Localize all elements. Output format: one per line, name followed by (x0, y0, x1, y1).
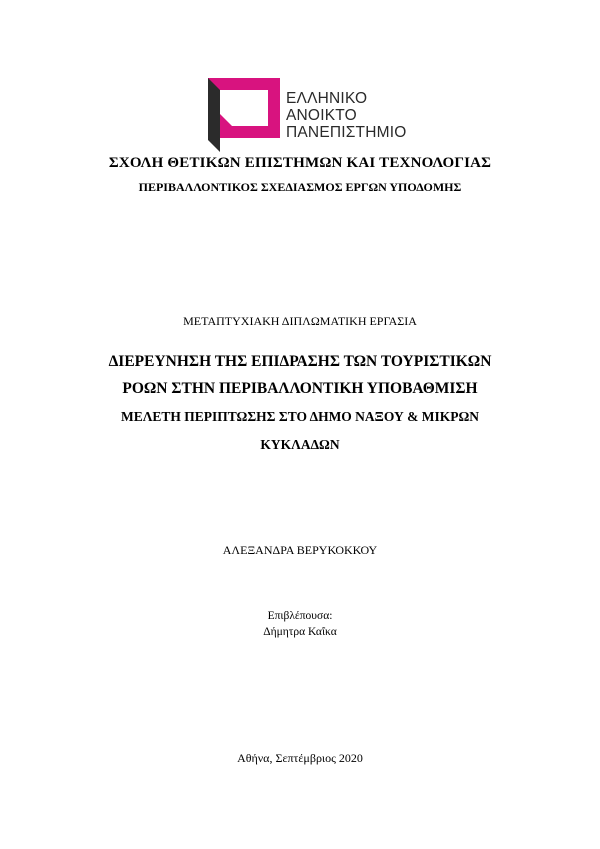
title-line-1: ΔΙΕΡΕΥΝΗΣΗ ΤΗΣ ΕΠΙΔΡΑΣΗΣ ΤΩΝ ΤΟΥΡΙΣΤΙΚΩΝ (108, 353, 492, 370)
title-line-2: ΡΟΩΝ ΣΤΗΝ ΠΕΡΙΒΑΛΛΟΝΤΙΚΗ ΥΠΟΒΑΘΜΙΣΗ (122, 380, 478, 397)
school-name: ΣΧΟΛΗ ΘΕΤΙΚΩΝ ΕΠΙΣΤΗΜΩΝ ΚΑΙ ΤΕΧΝΟΛΟΓΙΑΣ (108, 155, 492, 171)
logo-line-3: ΠΑΝΕΠΙΣΤΗΜΙΟ (286, 124, 407, 141)
university-logo (206, 78, 416, 152)
subtitle-line-1: ΜΕΛΕΤΗ ΠΕΡΙΠΤΩΣΗΣ ΣΤΟ ΔΗΜΟ ΝΑΞΟΥ & ΜΙΚΡΩΝ (120, 409, 480, 424)
supervisor-name: Δήμητρα Καΐκα (263, 626, 337, 638)
logo-line-2: ΑΝΟΙΚΤΟ (286, 107, 357, 124)
supervisor-label: Επιβλέπουσα: (267, 610, 333, 622)
logo-mark-icon (206, 78, 282, 152)
place-date: Αθήνα, Σεπτέμβριος 2020 (237, 751, 363, 765)
logo-line-1: ΕΛΛΗΝΙΚΟ (286, 90, 368, 107)
logo-text (286, 90, 406, 141)
author-name: ΑΛΕΞΑΝΔΡΑ ΒΕΡΥΚΟΚΚΟΥ (222, 543, 378, 557)
subtitle-line-2: ΚΥΚΛΑΔΩΝ (260, 437, 340, 452)
program-name: ΠΕΡΙΒΑΛΛΟΝΤΙΚΟΣ ΣΧΕΔΙΑΣΜΟΣ ΕΡΓΩΝ ΥΠΟΔΟΜΗΣ (138, 180, 462, 194)
thesis-type: ΜΕΤΑΠΤΥΧΙΑΚΗ ΔΙΠΛΩΜΑΤΙΚΗ ΕΡΓΑΣΙΑ (183, 314, 417, 328)
